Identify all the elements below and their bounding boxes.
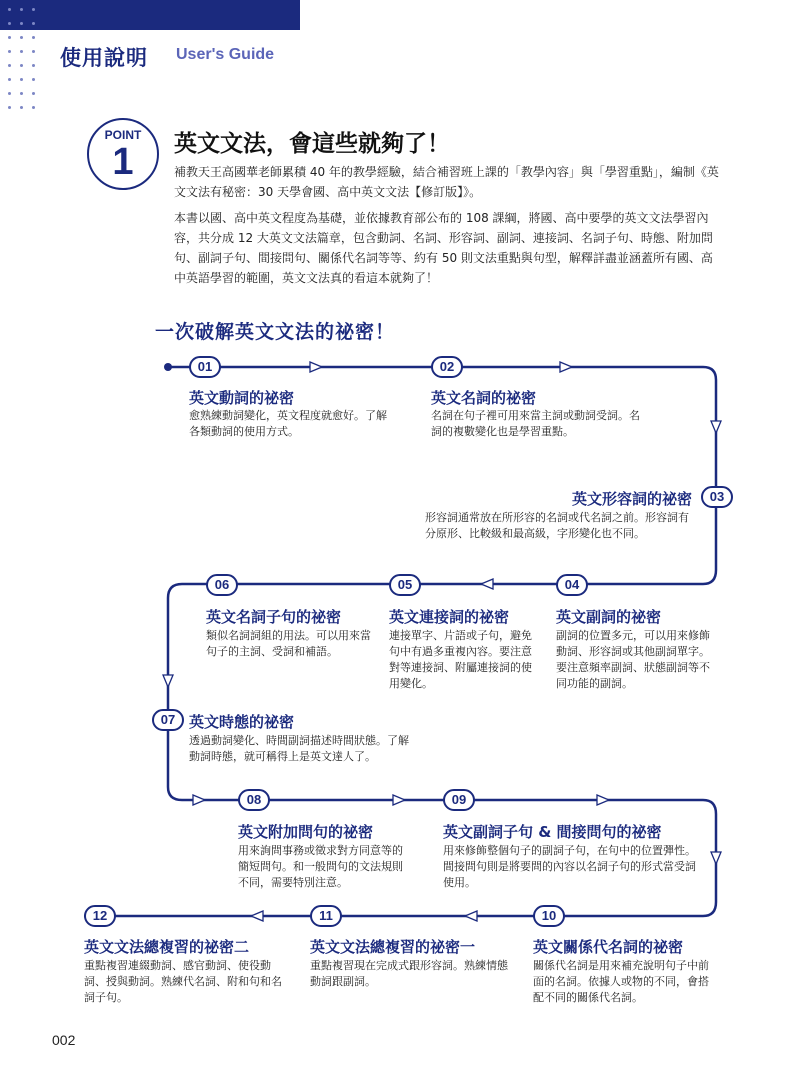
step-desc-01: 愈熟練動詞變化，英文程度就愈好。了解各類動詞的使用方式。 [189, 409, 387, 438]
step-desc-12: 重點複習連綴動詞、感官動詞、使役動詞、授與動詞。熟練代名詞、附和句和名詞子句。 [84, 959, 282, 1004]
step-badge-10: 10 [533, 905, 565, 927]
arrow-right-icon [393, 795, 405, 805]
step-title-01: 英文動詞的祕密 [189, 389, 295, 407]
step-title-06: 英文名詞子句的祕密 [206, 608, 342, 626]
step-title-08: 英文附加問句的祕密 [238, 823, 374, 841]
step-desc-05: 連接單字、片語或子句，避免句中有過多重複內容。要注意對等連接詞、附屬連接詞的使用變化。 [389, 629, 532, 690]
step-title-04: 英文副詞的祕密 [556, 608, 662, 626]
step-title-03: 英文形容詞的祕密 [571, 490, 692, 508]
step-badge-07: 07 [152, 709, 184, 731]
step-badge-02: 02 [431, 356, 463, 378]
step-desc-08: 用來詢問事務或徵求對方同意等的簡短問句。和一般問句的文法規則不同，需要特別注意。 [238, 844, 403, 889]
step-desc-06: 類似名詞詞組的用法。可以用來當句子的主詞、受詞和補語。 [206, 629, 371, 658]
step-title-12: 英文文法總複習的祕密二 [84, 938, 250, 956]
step-title-02: 英文名詞的祕密 [431, 389, 537, 407]
step-badge-03: 03 [701, 486, 733, 508]
page-title: 使用說明 [60, 46, 148, 70]
arrow-right-icon [560, 362, 572, 372]
arrow-left-icon [481, 579, 493, 589]
step-title-10: 英文關係代名詞的祕密 [533, 938, 684, 956]
arrow-down-icon [711, 852, 721, 864]
step-title-07: 英文時態的祕密 [189, 713, 295, 731]
page-subtitle: User's Guide [176, 46, 275, 63]
step-desc-03: 形容詞通常放在所形容的名詞或代名詞之前。形容詞有分原形、比較級和最高級，字形變化也不同。 [425, 511, 689, 540]
point-heading: 英文文法，會這些就夠了！ [174, 131, 450, 157]
step-desc-04: 副詞的位置多元，可以用來修飾動詞、形容詞或其他副詞單字。要注意頻率副詞、狀態副詞等不同功能的副詞。 [556, 629, 710, 690]
point-number: 1 [112, 141, 134, 183]
page-number: 002 [52, 1032, 76, 1048]
step-desc-07: 透過動詞變化、時間副詞描述時間狀態。了解動詞時態，就可稱得上是英文達人了。 [189, 734, 409, 763]
step-badge-01: 01 [189, 356, 221, 378]
arrow-right-icon [193, 795, 205, 805]
step-badge-09: 09 [443, 789, 475, 811]
step-desc-10: 關係代名詞是用來補充說明句子中前面的名詞。依據人或物的不同，會搭配不同的關係代名詞。 [533, 959, 709, 1004]
step-badge-11: 11 [310, 905, 342, 927]
step-title-09: 英文副詞子句 & 間接問句的祕密 [443, 823, 662, 841]
step-title-05: 英文連接詞的祕密 [389, 608, 510, 626]
point-label: POINT [104, 128, 142, 142]
section-title: 一次破解英文文法的祕密！ [155, 321, 396, 343]
arrow-down-icon [711, 421, 721, 433]
path-start-dot [164, 363, 172, 371]
arrow-left-icon [251, 911, 263, 921]
step-badge-08: 08 [238, 789, 270, 811]
step-badge-12: 12 [84, 905, 116, 927]
step-badge-04: 04 [556, 574, 588, 596]
arrow-right-icon [597, 795, 609, 805]
arrow-left-icon [465, 911, 477, 921]
intro-paragraph-2: 本書以國、高中英文程度為基礎，並依據教育部公布的 108 課綱，將國、高中要學的英文文法學習內容，共分成 12 大英文文法篇章，包含動詞、名詞、形容詞、副詞、連接詞、名詞子句、時態、附加問句、副詞子句、間接問句、關係代名詞等等、約有 50 則文法重點與句型，解釋詳盡並涵蓋所有國、高中英語學習的範圍，英文文法真的看這本就夠了！ [174, 211, 713, 285]
intro-paragraph-1: 補教天王高國華老師累積 40 年的教學經驗，結合補習班上課的「教學內容」與「學習重點」，編制《英文文法有秘密：30 天學會國、高中英文文法【修訂版】》。 [174, 165, 719, 199]
arrow-right-icon [310, 362, 322, 372]
step-badge-05: 05 [389, 574, 421, 596]
arrow-down-icon [163, 675, 173, 687]
step-badge-06: 06 [206, 574, 238, 596]
step-title-11: 英文文法總複習的祕密一 [310, 938, 476, 956]
step-desc-09: 用來修飾整個句子的副詞子句，在句中的位置彈性。間接問句則是將要問的內容以名詞子句的形式當受詞使用。 [443, 844, 696, 889]
step-desc-11: 重點複習現在完成式跟形容詞。熟練情態動詞跟副詞。 [310, 959, 508, 988]
step-desc-02: 名詞在句子裡可用來當主詞或動詞受詞。名詞的複數變化也是學習重點。 [431, 409, 640, 438]
